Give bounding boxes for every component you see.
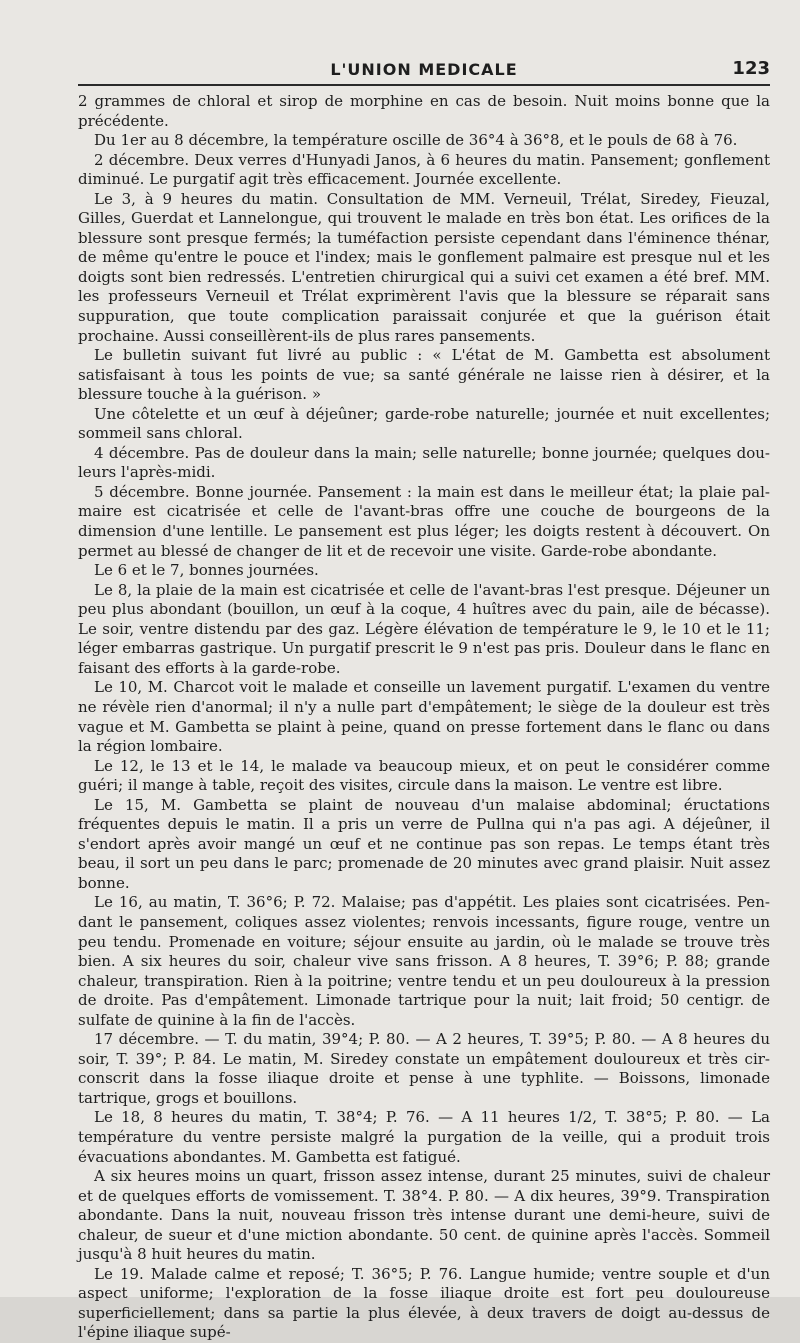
- paragraph: Le 8, la plaie de la main est cicatrisée et celle de l'avant-bras l'est presque. Déjeuner un peu plus abondant (bouillon, un œuf à la coque, 4 huîtres avec du pain, aile de bécasse). Le soir, ventre distendu par des gaz. Légère élévation de température le 9, le 10 et le 11; léger embarras gastrique. Un purgatif prescrit le 9 n'est pas pris. Douleur dans le flanc en faisant des efforts à la garde-robe.: [78, 580, 770, 677]
- paragraph: 2 grammes de chloral et sirop de morphine en cas de besoin. Nuit moins bonne que la précédente.: [78, 92, 770, 130]
- journal-title: L'UNION MEDICALE: [330, 60, 518, 79]
- article-body: [78, 92, 770, 1343]
- paragraph: 2 décembre. Deux verres d'Hunyadi Janos, à 6 heures du matin. Pansement; gonflement diminué. Le purgatif agit très efficacement. Journée excellente.: [78, 150, 770, 189]
- paragraph: Le bulletin suivant fut livré au public : « L'état de M. Gambetta est absolument satisfaisant à tous les points de vue; sa santé générale ne laisse rien à désirer, et la blessure touche à la guérison. »: [78, 346, 770, 404]
- page-number: 123: [732, 58, 770, 79]
- paragraph: Du 1er au 8 décembre, la température oscille de 36°4 à 36°8, et le pouls de 68 à 76.: [94, 131, 738, 150]
- paragraph: Une côtelette et un œuf à déjeûner; garde-robe naturelle; journée et nuit excellentes; sommeil sans chloral.: [78, 404, 770, 443]
- paragraph: Le 3, à 9 heures du matin. Consultation de MM. Verneuil, Trélat, Siredey, Fieuzal, Gilles, Guerdat et Lannelongue, qui trouvent le malade en très bon état. Les orifices de la blessure sont presque fermés; la tuméfaction persiste cependant dans l'éminence thénar, de même qu'entre le pouce et l'index; mais le gonflement palmaire est presque nul et les doigts sont bien redressés. L'entretien chirurgical qui a suivi cet examen a été bref. MM. les professeurs Verneuil et Trélat exprimèrent l'avis que la blessure se réparait sans suppuration, que toute complication paraissait conjurée et que la guérison était prochaine. Aussi conseillèrent-ils de plus rares pansements.: [78, 189, 770, 345]
- paragraph: Le 18, 8 heures du matin, T. 38°4; P. 76. — A 11 heures 1/2, T. 38°5; P. 80. — La température du ventre persiste malgré la purgation de la veille, qui a produit trois évacuations abondantes. M. Gambetta est fatigué.: [78, 1108, 770, 1166]
- paragraph: Le 16, au matin, T. 36°6; P. 72. Malaise; pas d'appétit. Les plaies sont cicatrisées. Pendant le pansement, coliques assez violentes; renvois incessants, figure rouge, ventre un peu tendu. Promenade en voiture; séjour ensuite au jardin, où le malade se trouve très bien. A six heures du soir, chaleur vive sans frisson. A 8 heures, T. 39°6; P. 88; grande chaleur, transpiration. Rien à la poitrine; ventre tendu et un peu douloureux à la pression de droite. Pas d'empâtement. Limonade tartrique pour la nuit; lait froid; 50 centigr. de sulfate de quinine à la fin de l'accès.: [78, 893, 770, 1029]
- paragraph: Le 12, le 13 et le 14, le malade va beaucoup mieux, et on peut le considérer comme guéri; il mange à table, reçoit des visites, circule dans la maison. Le ventre est libre.: [78, 756, 770, 795]
- running-header: [78, 50, 770, 86]
- paragraph: 4 décembre. Pas de douleur dans la main; selle naturelle; bonne journée; quelques douleurs l'après-midi.: [78, 443, 770, 482]
- paragraph: Le 15, M. Gambetta se plaint de nouveau d'un malaise abdominal; éructations fréquentes depuis le matin. Il a pris un verre de Pullna qui n'a pas agi. A déjeûner, il s'endort après avoir mangé un œuf et ne continue pas son repas. Le temps étant très beau, il sort un peu dans le parc; promenade de 20 minutes avec grand plaisir. Nuit assez bonne.: [78, 795, 770, 892]
- paragraph: 17 décembre. — T. du matin, 39°4; P. 80. — A 2 heures, T. 39°5; P. 80. — A 8 heures du soir, T. 39°; P. 84. Le matin, M. Siredey constate un empâtement douloureux et très circonscrit dans la fosse iliaque droite et pense à une typhlite. — Boissons, limonade tartrique, grogs et bouillons.: [78, 1030, 770, 1107]
- paragraph: Le 6 et le 7, bonnes journées.: [94, 561, 319, 580]
- paragraph: Le 10, M. Charcot voit le malade et conseille un lavement purgatif. L'examen du ventre ne révèle rien d'anormal; il n'y a nulle part d'empâtement; le siège de la douleur est très vague et M. Gambetta se plaint à peine, quand on presse fortement dans le flanc ou dans la région lombaire.: [78, 678, 770, 756]
- paragraph: Le 19. Malade calme et reposé; T. 36°5; P. 76. Langue humide; ventre souple et d'un aspect uniforme; l'exploration de la fosse iliaque droite est fort peu douloureuse superficiellement; dans sa partie la plus élevée, à deux travers de doigt au-dessus de l'épine iliaque supé-: [78, 1264, 770, 1342]
- paragraph: 5 décembre. Bonne journée. Pansement : la main est dans le meilleur état; la plaie palmaire est cicatrisée et celle de l'avant-bras offre une couche de bourgeons de la dimension d'une lentille. Le pansement est plus léger; les doigts restent à découvert. On permet au blessé de changer de lit et de recevoir une visite. Garde-robe abondante.: [78, 482, 770, 560]
- paragraph: A six heures moins un quart, frisson assez intense, durant 25 minutes, suivi de chaleur et de quelques efforts de vomissement. T. 38°4. P. 80. — A dix heures, 39°9. Transpiration abondante. Dans la nuit, nouveau frisson très intense durant une demi-heure, suivi de chaleur, de sueur et d'une miction abondante. 50 cent. de quinine après l'accès. Sommeil jusqu'à 8 huit heures du matin.: [78, 1167, 770, 1264]
